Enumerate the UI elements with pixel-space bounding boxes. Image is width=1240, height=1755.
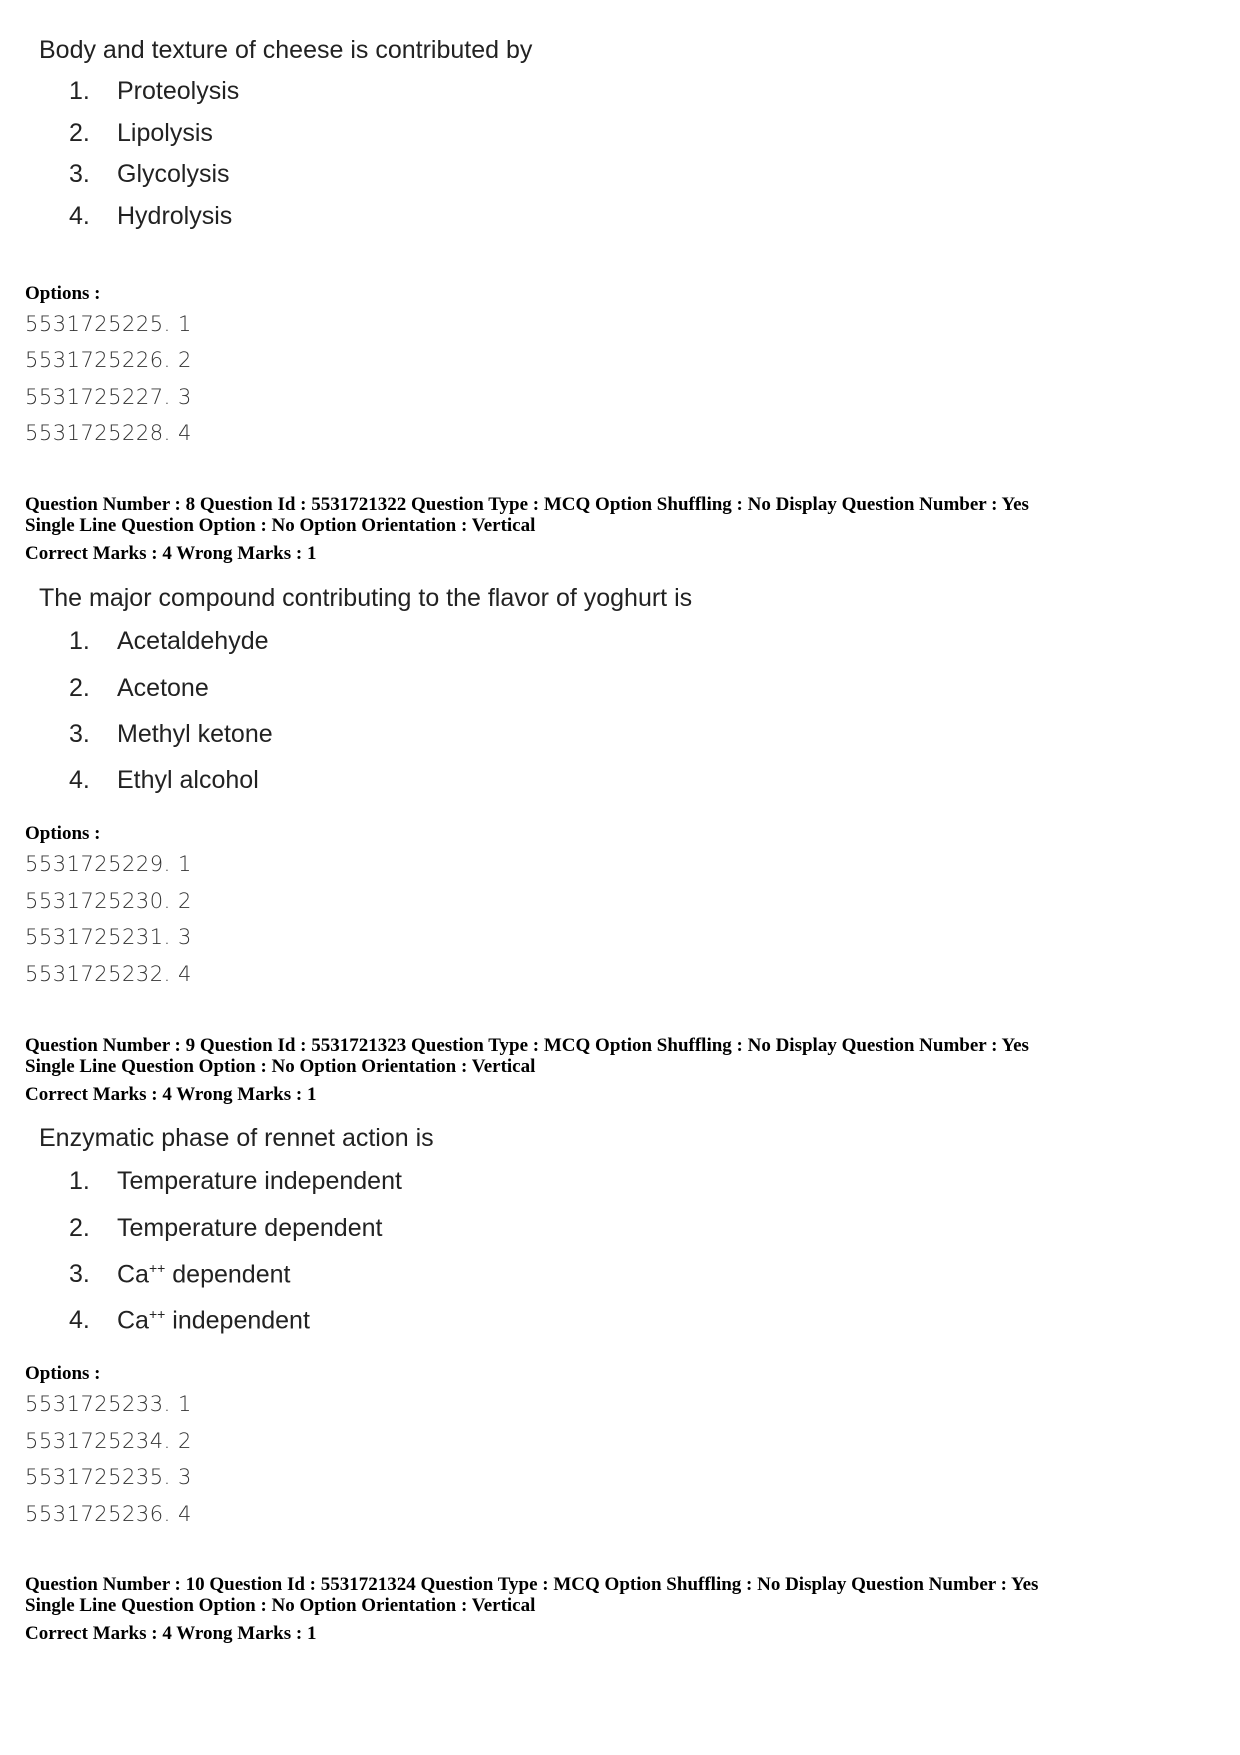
question-7-option-code-4: 5531725228. 4 — [25, 421, 192, 445]
question-8-option-code-4: 5531725232. 4 — [25, 962, 192, 986]
question-9-option-code-2: 5531725234. 2 — [25, 1429, 192, 1453]
question-7-choice-2: 2. Lipolysis — [69, 119, 213, 147]
question-9-choice-3: 3. Ca++ dependent — [69, 1260, 291, 1289]
question-9-choice-2: 2. Temperature dependent — [69, 1214, 383, 1242]
question-8-option-code-2: 5531725230. 2 — [25, 889, 192, 913]
question-7-option-code-1: 5531725225. 1 — [25, 312, 192, 336]
question-8-marks: Correct Marks : 4 Wrong Marks : 1 — [25, 543, 317, 564]
question-8-choice-4: 4. Ethyl alcohol — [69, 766, 259, 794]
question-7-choice-4: 4. Hydrolysis — [69, 202, 233, 230]
question-9-option-code-3: 5531725235. 3 — [25, 1465, 192, 1489]
question-8-option-code-3: 5531725231. 3 — [25, 925, 192, 949]
question-8-header-line-2: Single Line Question Option : No Option Orientation : Vertical — [25, 515, 536, 536]
question-8-header-line-1: Question Number : 8 Question Id : 5531721322 Question Type : MCQ Option Shuffling : No Display Question Number : Yes — [25, 494, 1029, 515]
question-7-choice-3: 3. Glycolysis — [69, 160, 230, 188]
question-8-choice-2: 2. Acetone — [69, 674, 209, 702]
question-9-text: Enzymatic phase of rennet action is — [39, 1124, 434, 1152]
question-8-option-code-1: 5531725229. 1 — [25, 852, 192, 876]
question-10-header-line-2: Single Line Question Option : No Option Orientation : Vertical — [25, 1595, 536, 1616]
question-8-choice-3: 3. Methyl ketone — [69, 720, 273, 748]
question-7-text: Body and texture of cheese is contributed by — [39, 36, 533, 64]
question-7-choice-1: 1. Proteolysis — [69, 77, 240, 105]
question-8-text: The major compound contributing to the flavor of yoghurt is — [39, 584, 693, 612]
question-10-header-line-1: Question Number : 10 Question Id : 5531721324 Question Type : MCQ Option Shuffling : No Display Question Number : Yes — [25, 1574, 1039, 1595]
question-8-options-label: Options : — [25, 823, 101, 844]
question-9-marks: Correct Marks : 4 Wrong Marks : 1 — [25, 1084, 317, 1105]
question-9-choice-1: 1. Temperature independent — [69, 1167, 402, 1195]
question-9-choice-4: 4. Ca++ independent — [69, 1306, 310, 1335]
question-7-option-code-2: 5531725226. 2 — [25, 348, 192, 372]
question-9-option-code-1: 5531725233. 1 — [25, 1392, 192, 1416]
question-7-options-label: Options : — [25, 283, 101, 304]
question-8-choice-1: 1. Acetaldehyde — [69, 627, 269, 655]
question-9-header-line-1: Question Number : 9 Question Id : 5531721323 Question Type : MCQ Option Shuffling : No Display Question Number : Yes — [25, 1035, 1029, 1056]
question-7-option-code-3: 5531725227. 3 — [25, 385, 192, 409]
question-10-marks: Correct Marks : 4 Wrong Marks : 1 — [25, 1623, 317, 1644]
question-9-header-line-2: Single Line Question Option : No Option Orientation : Vertical — [25, 1056, 536, 1077]
question-9-option-code-4: 5531725236. 4 — [25, 1502, 192, 1526]
question-9-options-label: Options : — [25, 1363, 101, 1384]
